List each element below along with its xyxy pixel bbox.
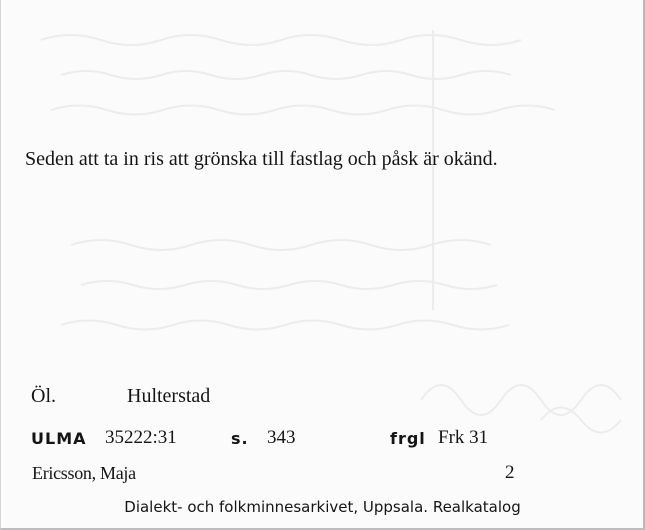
card-number: 2	[505, 462, 515, 483]
frgl-value: Frk 31	[438, 427, 489, 448]
location-place: Hulterstad	[127, 385, 211, 407]
informant-name: Ericsson, Maja	[32, 463, 136, 483]
show-through-texture	[1, 0, 645, 530]
page-label: s.	[231, 429, 249, 448]
frgl-label: frgl	[390, 429, 426, 448]
location-abbreviation: Öl.	[31, 385, 56, 407]
archive-label: ULMA	[31, 429, 87, 448]
card-main-text: Seden att ta in ris att grönska till fastlag och påsk är okänd.	[25, 148, 498, 170]
page-value: 343	[267, 427, 296, 448]
archive-footer: Dialekt- och folkminnesarkivet, Uppsala. Realkatalog	[124, 498, 521, 516]
archive-value: 35222:31	[105, 427, 177, 448]
